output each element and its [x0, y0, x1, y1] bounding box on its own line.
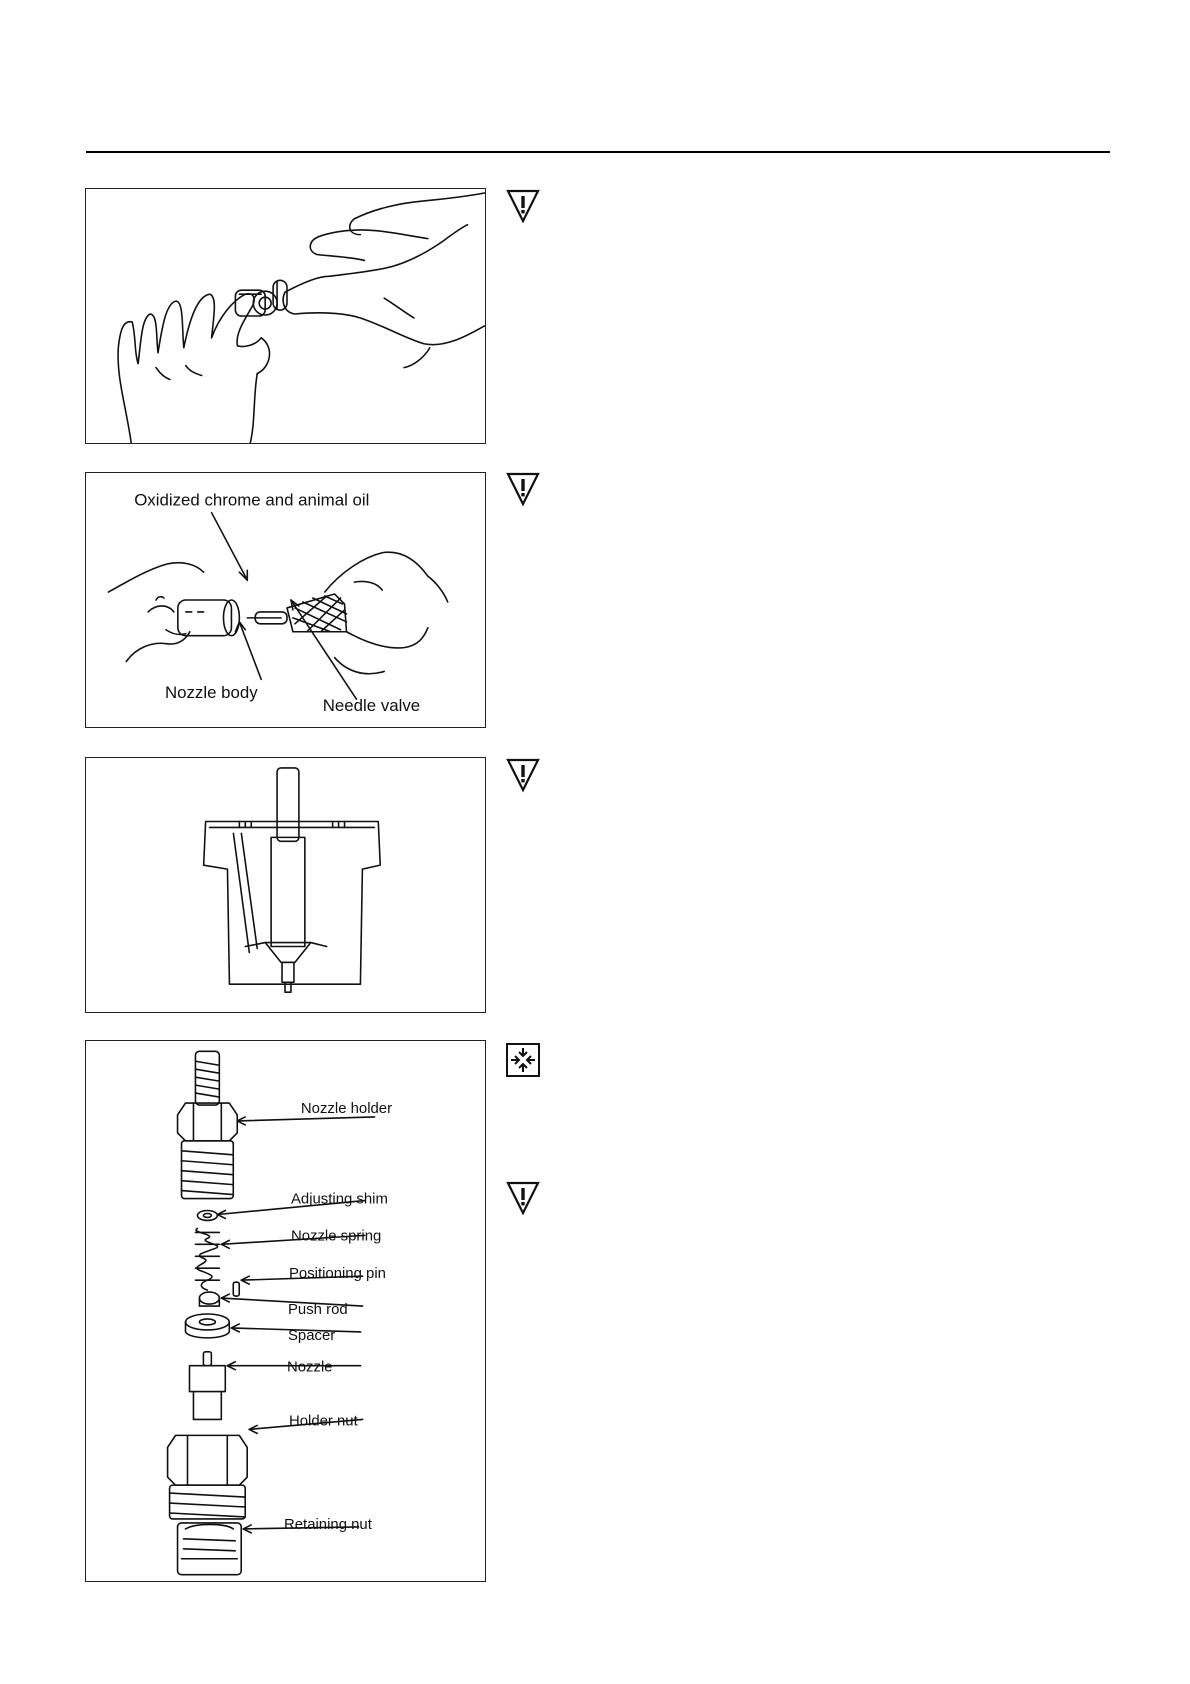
- label-nozzle-body: Nozzle body: [164, 683, 258, 703]
- label-adjusting-shim: Adjusting shim: [290, 1190, 388, 1208]
- header-rule: [86, 151, 1110, 153]
- figure-hands-needle-insertion: [85, 188, 486, 444]
- warning-icon: [505, 471, 541, 507]
- nozzle-holder-hex: [178, 1103, 238, 1141]
- label-retaining-nut: Retaining nut: [284, 1515, 372, 1533]
- figure-needle-lubrication: [85, 472, 486, 728]
- label-oxidized-chrome: Oxidized chrome and animal oil: [134, 490, 370, 510]
- figure-exploded-view: [85, 1040, 486, 1582]
- reassembly-icon: [505, 1042, 541, 1078]
- label-holder-nut: Holder nut: [288, 1412, 358, 1430]
- label-nozzle-holder: Nozzle holder: [300, 1099, 393, 1117]
- label-nozzle-spring: Nozzle spring: [290, 1227, 382, 1245]
- label-spacer: Spacer: [287, 1326, 336, 1344]
- figure-nozzle-cross-section: [85, 757, 486, 1013]
- label-needle-valve: Needle valve: [322, 696, 421, 716]
- warning-icon: [505, 1180, 541, 1216]
- label-positioning-pin: Positioning pin: [288, 1265, 386, 1283]
- label-nozzle: Nozzle: [286, 1358, 333, 1376]
- label-push-rod: Push rod: [287, 1300, 348, 1318]
- warning-icon: [505, 757, 541, 793]
- warning-icon: [505, 188, 541, 224]
